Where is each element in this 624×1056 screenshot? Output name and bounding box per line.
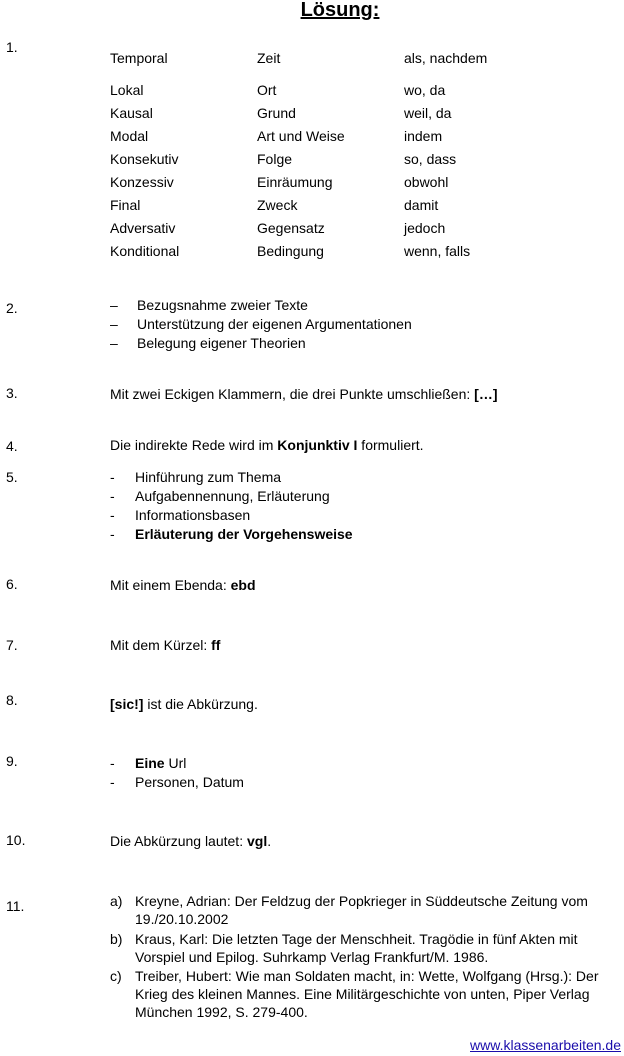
table-cell: weil, da xyxy=(404,105,452,121)
question-number-9: 9. xyxy=(6,753,18,769)
question-number-4: 4. xyxy=(6,438,18,454)
list-item: Informationsbasen xyxy=(135,507,251,523)
answer-10 xyxy=(110,832,271,850)
table-cell: indem xyxy=(404,128,443,144)
list-bullet: - xyxy=(110,755,115,771)
list-bullet: - xyxy=(110,526,115,542)
list-bullet: - xyxy=(110,507,115,523)
table-cell: wo, da xyxy=(404,82,446,98)
table-cell: Modal xyxy=(110,128,149,144)
table-cell: Art und Weise xyxy=(257,128,345,144)
table-cell: Kausal xyxy=(110,105,153,121)
table-cell: Zeit xyxy=(257,50,281,66)
table-cell: wenn, falls xyxy=(404,243,471,259)
website-link[interactable]: www.klassenarbeiten.de xyxy=(470,1037,621,1053)
list-bullet: - xyxy=(110,488,115,504)
answer-text: Die indirekte Rede wird im xyxy=(110,437,278,453)
list-label: a) xyxy=(110,893,123,909)
table-cell: Grund xyxy=(257,105,296,121)
list-item: Aufgabennennung, Erläuterung xyxy=(135,488,330,504)
table-cell: Zweck xyxy=(257,197,298,213)
list-bullet: - xyxy=(110,469,115,485)
list-item: Unterstützung der eigenen Argumentationen xyxy=(137,316,412,332)
answer-text: Mit dem Kürzel: xyxy=(110,637,212,653)
question-number-1: 1. xyxy=(6,39,18,55)
list-item: Hinführung zum Thema xyxy=(135,469,282,485)
list-item xyxy=(135,754,186,772)
answer-bold: [sic!] xyxy=(110,696,144,712)
literature-item: Kraus, Karl: Die letzten Tage der Menschheit. Tragödie in fünf Akten mit Vorspiel und Epilog. Suhrkamp Verlag Frankfurt/M. 1986. xyxy=(135,931,578,965)
answer-text: Mit zwei Eckigen Klammern, die drei Punkte umschließen: xyxy=(110,386,475,402)
table-cell: Ort xyxy=(257,82,277,98)
answer-bold: vgl xyxy=(246,833,268,849)
table-cell: jedoch xyxy=(404,220,446,236)
list-bullet: – xyxy=(110,297,118,313)
answer-6 xyxy=(110,576,256,594)
table-cell: Bedingung xyxy=(257,243,324,259)
table-cell: Folge xyxy=(257,151,293,167)
table-cell: Konsekutiv xyxy=(110,151,179,167)
answer-text: Url xyxy=(164,755,187,771)
answer-bold: Eine xyxy=(135,755,165,771)
answer-bold: ff xyxy=(211,637,221,653)
answer-bold: ebd xyxy=(230,577,256,593)
answer-text: Mit einem Ebenda: xyxy=(110,577,231,593)
question-number-10: 10. xyxy=(6,832,26,848)
answer-8 xyxy=(110,695,258,713)
table-cell: Adversativ xyxy=(110,220,176,236)
list-bullet: – xyxy=(110,316,118,332)
table-cell: Konzessiv xyxy=(110,174,174,190)
question-number-3: 3. xyxy=(6,385,18,401)
question-number-2: 2. xyxy=(6,300,18,316)
answer-7 xyxy=(110,636,220,654)
table-cell: damit xyxy=(404,197,439,213)
table-cell: Gegensatz xyxy=(257,220,325,236)
answer-text: . xyxy=(267,833,272,849)
table-cell: Temporal xyxy=(110,50,168,66)
answer-bold: Konjunktiv I xyxy=(277,437,358,453)
list-label: c) xyxy=(110,968,122,984)
literature-item: Kreyne, Adrian: Der Feldzug der Popkrieger in Süddeutsche Zeitung vom 19./20.10.2002 xyxy=(135,893,588,927)
list-item: Personen, Datum xyxy=(135,774,244,790)
table-cell: Konditional xyxy=(110,243,180,259)
answer-bold: […] xyxy=(474,386,498,402)
list-bullet: – xyxy=(110,335,118,351)
table-cell: Final xyxy=(110,197,141,213)
table-cell: Lokal xyxy=(110,82,144,98)
page-title: Lösung: xyxy=(300,0,380,21)
table-cell: so, dass xyxy=(404,151,457,167)
answer-text: formuliert. xyxy=(357,437,424,453)
list-item: Bezugsnahme zweier Texte xyxy=(137,297,308,313)
table-cell: als, nachdem xyxy=(404,50,488,66)
question-number-5: 5. xyxy=(6,469,18,485)
literature-item: Treiber, Hubert: Wie man Soldaten macht, in: Wette, Wolfgang (Hrsg.): Der Krieg des kleinen Mannes. Eine Militärgeschichte von unten, Piper Verlag München 1992, S. 279-400. xyxy=(135,968,599,1020)
table-cell: Einräumung xyxy=(257,174,333,190)
answer-text: Die Abkürzung lautet: xyxy=(110,833,247,849)
list-item: Erläuterung der Vorgehensweise xyxy=(135,526,353,542)
question-number-8: 8. xyxy=(6,692,18,708)
question-number-11: 11. xyxy=(6,898,25,914)
list-bullet: - xyxy=(110,774,115,790)
answer-text: ist die Abkürzung. xyxy=(143,696,258,712)
table-cell: obwohl xyxy=(404,174,449,190)
answer-4 xyxy=(110,436,424,454)
list-item: Belegung eigener Theorien xyxy=(137,335,306,351)
answer-3 xyxy=(110,385,497,403)
list-label: b) xyxy=(110,931,123,947)
question-number-6: 6. xyxy=(6,576,18,592)
question-number-7: 7. xyxy=(6,637,18,653)
